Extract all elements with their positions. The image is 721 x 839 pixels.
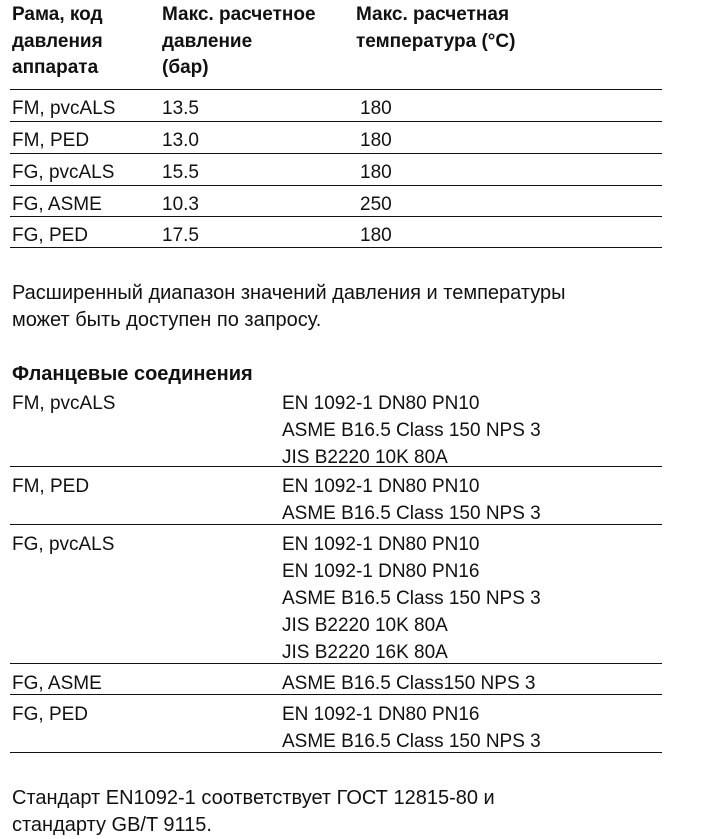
frame-cell: FM, pvcALS — [12, 98, 116, 119]
temperature-cell: 250 — [360, 194, 392, 215]
header-max-pressure — [162, 2, 316, 82]
pressure-cell: 13.0 — [162, 130, 199, 151]
temperature-cell: 180 — [360, 162, 392, 183]
note-line: может быть доступен по запросу. — [12, 309, 322, 331]
table-row — [0, 186, 662, 217]
header-line: Макс. расчетная — [356, 4, 510, 25]
flange-frame: FG, PED — [12, 704, 89, 725]
pressure-cell: 17.5 — [162, 225, 199, 246]
note-line: Расширенный диапазон значений давления и температуры — [12, 282, 566, 304]
flange-frame: FM, PED — [12, 476, 90, 497]
header-frame-code — [12, 2, 103, 82]
header-max-temperature — [356, 2, 515, 55]
flange-standard: JIS B2220 10K 80A — [282, 615, 448, 636]
table-row — [0, 90, 662, 121]
table-rule — [10, 752, 662, 753]
flange-frame: FM, pvcALS — [12, 393, 116, 414]
temperature-cell: 180 — [360, 98, 392, 119]
header-line: температура (°C) — [356, 30, 516, 52]
table-rule — [10, 247, 662, 248]
flange-standard: ASME B16.5 Class 150 NPS 3 — [282, 420, 541, 441]
flange-standard: EN 1092-1 DN80 PN10 — [282, 476, 480, 497]
table-rule — [10, 663, 662, 664]
frame-cell: FG, PED — [12, 225, 89, 246]
header-line: давления — [12, 30, 103, 52]
frame-cell: FG, pvcALS — [12, 162, 115, 183]
temperature-cell: 180 — [360, 225, 392, 246]
header-line: (бар) — [162, 57, 209, 78]
header-line: аппарата — [12, 57, 99, 78]
note-line: Стандарт EN1092-1 соответствует ГОСТ 12815-80 и — [12, 787, 495, 809]
flange-standards — [282, 701, 541, 755]
standard-note — [12, 785, 495, 839]
header-line: Рама, код — [12, 4, 103, 25]
flange-standard: ASME B16.5 Class 150 NPS 3 — [282, 731, 541, 752]
table-rule — [10, 694, 662, 695]
flange-frame: FG, pvcALS — [12, 534, 115, 555]
flange-standard: EN 1092-1 DN80 PN16 — [282, 704, 480, 725]
table-rule — [10, 524, 662, 525]
temperature-cell: 180 — [360, 130, 392, 151]
flanges-title: Фланцевые соединения — [12, 363, 253, 385]
pressure-cell: 10.3 — [162, 194, 199, 215]
flange-standards — [282, 531, 541, 666]
flange-standard: JIS B2220 10K 80A — [282, 447, 448, 468]
flange-standard: JIS B2220 16K 80A — [282, 642, 448, 663]
pressure-cell: 15.5 — [162, 162, 199, 183]
header-line: Макс. расчетное — [162, 4, 316, 25]
flange-standard: ASME B16.5 Class150 NPS 3 — [282, 673, 536, 694]
note-line: стандарту GB/T 9115. — [12, 814, 212, 836]
table-row — [0, 122, 662, 153]
flange-frame: FG, ASME — [12, 673, 102, 694]
flange-standards — [282, 670, 535, 697]
header-line: давление — [162, 30, 253, 52]
flange-standard: ASME B16.5 Class 150 NPS 3 — [282, 588, 541, 609]
pressure-cell: 13.5 — [162, 98, 199, 119]
table-rule — [10, 466, 662, 467]
flange-standards — [282, 390, 541, 471]
frame-cell: FG, ASME — [12, 194, 102, 215]
flange-standards — [282, 473, 541, 527]
flange-standard: EN 1092-1 DN80 PN10 — [282, 393, 480, 414]
flange-standard: EN 1092-1 DN80 PN10 — [282, 534, 480, 555]
flange-standard: ASME B16.5 Class 150 NPS 3 — [282, 503, 541, 524]
table-row — [0, 154, 662, 185]
extended-range-note — [12, 280, 566, 334]
flange-standard: EN 1092-1 DN80 PN16 — [282, 561, 480, 582]
table-row — [0, 217, 662, 248]
frame-cell: FM, PED — [12, 130, 90, 151]
